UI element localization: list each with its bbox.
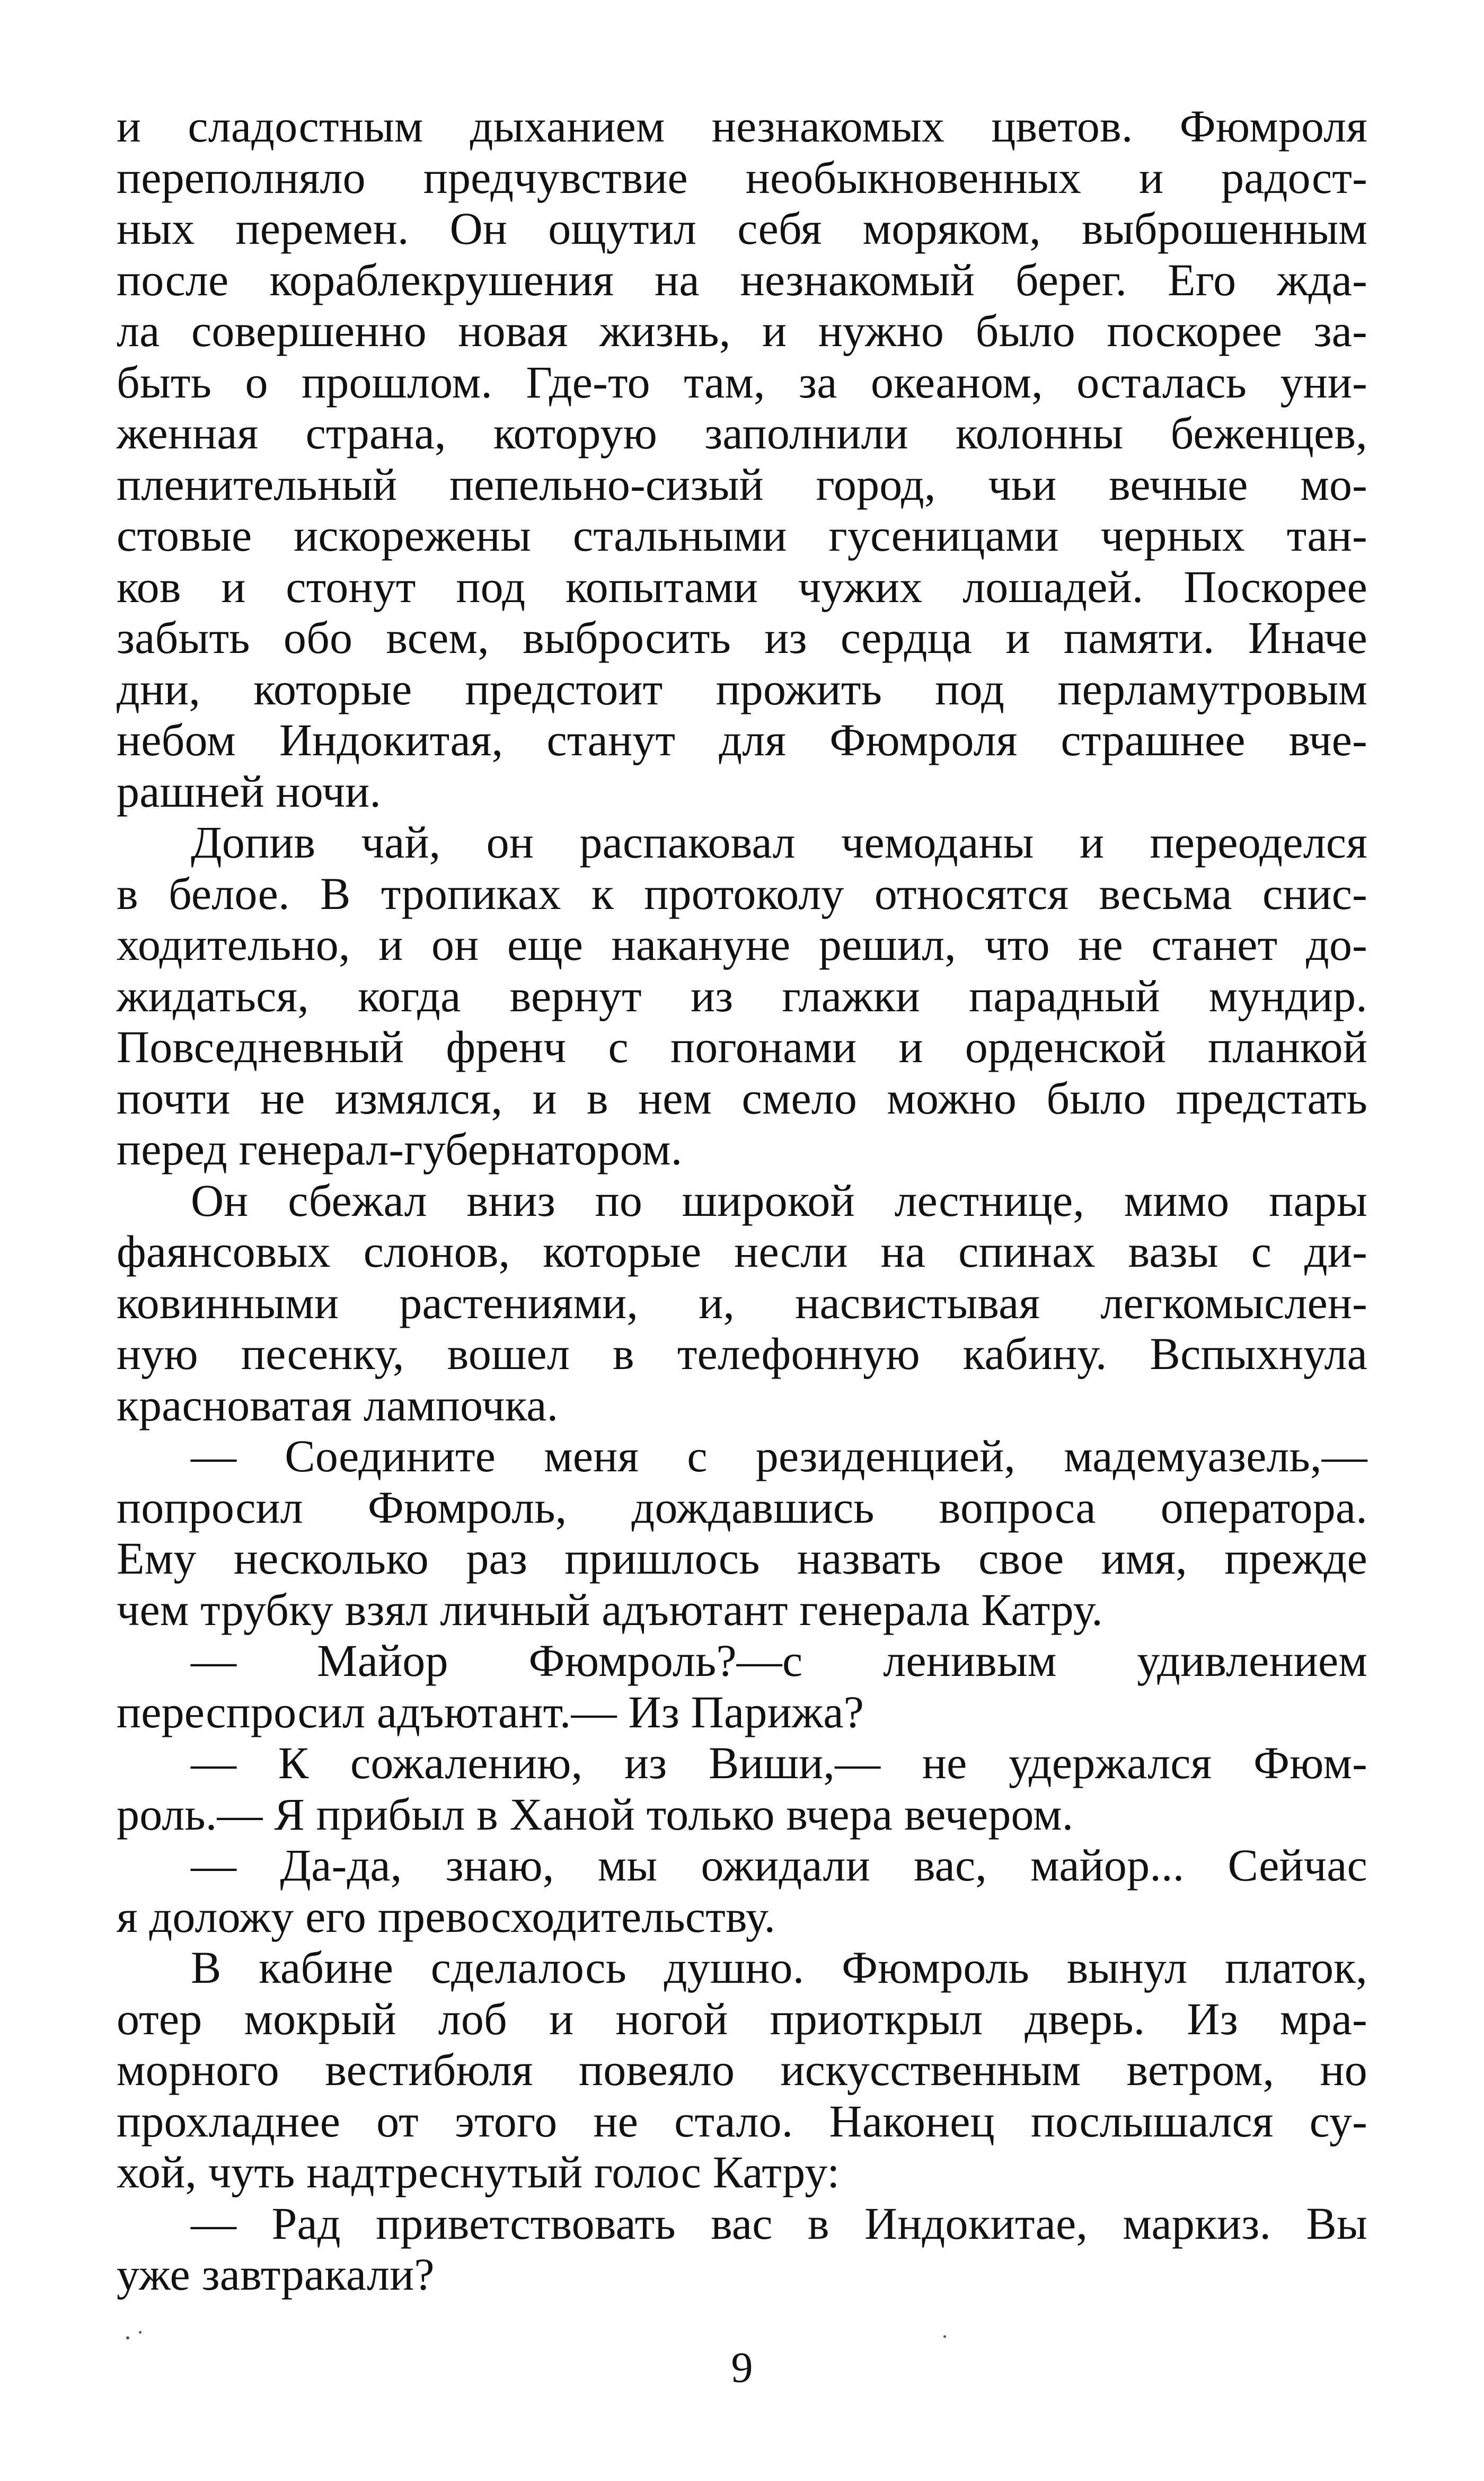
- text-line: морного вестибюля повеяло искусственным ветром, но: [117, 2044, 1367, 2095]
- text-line: переспросил адъютант.— Из Парижа?: [117, 1686, 864, 1737]
- text-line: ков и стонут под копытами чужих лошадей. Поскорее: [117, 561, 1367, 612]
- text-line: ную песенку, вошел в телефонную кабину. Вспыхнула: [117, 1328, 1367, 1379]
- text-line: ковинными растениями, и, насвистывая легкомыслен-: [117, 1277, 1367, 1328]
- text-line: рашней ночи.: [117, 765, 382, 817]
- text-line: после кораблекрушения на незнакомый берег. Его жда-: [117, 254, 1367, 305]
- paragraph: [117, 1175, 1367, 1431]
- text-line: быть о прошлом. Где-то там, за океаном, осталась уни-: [117, 356, 1367, 408]
- text-line: жидаться, когда вернут из глажки парадный мундир.: [117, 970, 1367, 1021]
- text-line: Ему несколько раз пришлось назвать свое имя, прежде: [117, 1533, 1367, 1584]
- text-line: в белое. В тропиках к протоколу относятся весьма снис-: [117, 868, 1367, 919]
- text-line: фаянсовых слонов, которые несли на спинах вазы с ди-: [117, 1226, 1367, 1277]
- paragraph: [117, 1737, 1367, 1840]
- text-line: пленительный пепельно-сизый город, чьи вечные мо-: [117, 458, 1367, 510]
- text-line: уже завтракали?: [117, 2249, 435, 2300]
- text-line: красноватая лампочка.: [117, 1379, 559, 1431]
- text-line: чем трубку взял личный адъютант генерала Катру.: [117, 1584, 1103, 1635]
- text-line: В кабине сделалось душно. Фюмроль вынул платок,: [191, 1942, 1367, 1993]
- paragraph: [117, 1840, 1367, 1942]
- text-line: — Майор Фюмроль?—с ленивым удивлением: [191, 1635, 1367, 1686]
- text-line: хой, чуть надтреснутый голос Катру:: [117, 2147, 840, 2197]
- text-line: дни, которые предстоит прожить под перламутровым: [117, 663, 1367, 714]
- paragraph: [117, 101, 1367, 817]
- text-line: ходительно, и он еще накануне решил, что не станет до-: [117, 919, 1367, 970]
- text-line: — Да-да, знаю, мы ожидали вас, майор... Сейчас: [191, 1840, 1367, 1891]
- text-line: Он сбежал вниз по широкой лестнице, мимо пары: [191, 1175, 1367, 1226]
- text-line: женная страна, которую заполнили колонны беженцев,: [117, 408, 1367, 458]
- text-line: и сладостным дыханием незнакомых цветов. Фюмроля: [117, 101, 1367, 152]
- text-line: я доложу его превосходительству.: [117, 1891, 776, 1942]
- text-line: попросил Фюмроль, дождавшись вопроса оператора.: [117, 1481, 1367, 1533]
- paragraph: [117, 1635, 1367, 1737]
- paragraph: [117, 1431, 1367, 1635]
- text-line: отер мокрый лоб и ногой приоткрыл дверь. Из мра-: [117, 1993, 1367, 2044]
- print-speck: [126, 2336, 129, 2339]
- text-line: небом Индокитая, станут для Фюмроля страшнее вче-: [117, 714, 1367, 765]
- text-line: — Соедините меня с резиденцией, мадемуазель,—: [191, 1431, 1367, 1481]
- text-line: Допив чай, он распаковал чемоданы и переоделся: [191, 817, 1367, 868]
- text-line: ла совершенно новая жизнь, и нужно было поскорее за-: [117, 305, 1367, 356]
- text-line: стовые искорежены стальными гусеницами черных тан-: [117, 510, 1367, 561]
- paragraph: [117, 2198, 1367, 2300]
- page-body: [117, 101, 1367, 2300]
- print-speck: [943, 2335, 946, 2338]
- paragraph: [117, 817, 1367, 1175]
- text-line: — Рад приветствовать вас в Индокитае, маркиз. Вы: [191, 2197, 1367, 2249]
- text-line: переполняло предчувствие необыкновенных и радост-: [117, 152, 1367, 203]
- text-line: роль.— Я прибыл в Ханой только вчера вечером.: [117, 1788, 1074, 1840]
- text-line: Повседневный френч с погонами и орденской планкой: [117, 1021, 1367, 1072]
- text-line: прохладнее от этого не стало. Наконец послышался су-: [117, 2095, 1367, 2147]
- paragraph: [117, 1942, 1367, 2198]
- text-line: забыть обо всем, выбросить из сердца и памяти. Иначе: [117, 612, 1367, 663]
- text-line: — К сожалению, из Виши,— не удержался Фюм-: [191, 1737, 1367, 1788]
- text-line: ных перемен. Он ощутил себя моряком, выброшенным: [117, 203, 1367, 254]
- text-line: перед генерал-губернатором.: [117, 1124, 683, 1175]
- print-speck: [139, 2331, 142, 2334]
- text-line: почти не измялся, и в нем смело можно было предстать: [117, 1072, 1367, 1124]
- page-number: 9: [731, 2343, 753, 2391]
